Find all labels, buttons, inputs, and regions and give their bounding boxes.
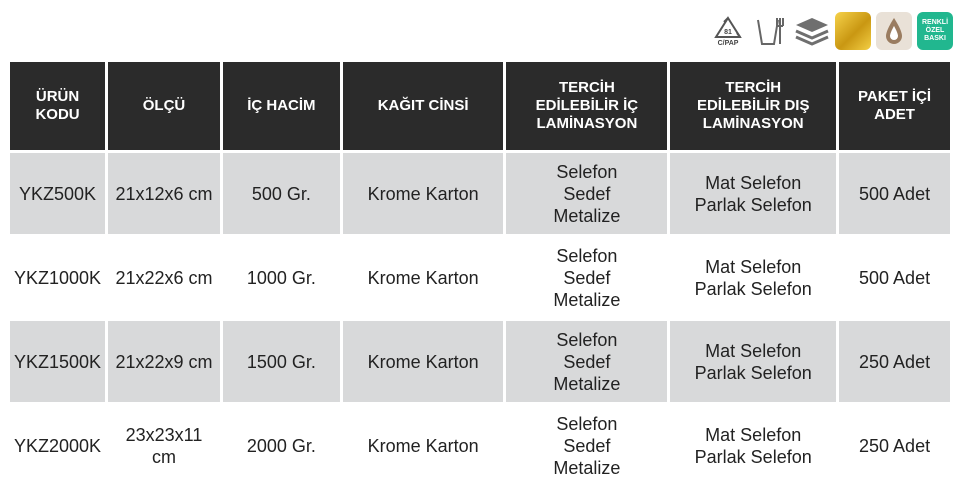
cell-size: 23x23x11 cm [108, 405, 220, 486]
cell-code: YKZ500K [10, 153, 105, 234]
gold-foil-icon [835, 12, 871, 50]
cell-volume: 1500 Gr. [223, 321, 340, 402]
cell-size: 21x22x6 cm [108, 237, 220, 318]
cell-volume: 2000 Gr. [223, 405, 340, 486]
recycle-number: 81 [724, 28, 732, 36]
cell-outer-lamination: Mat Selefon Parlak Selefon [670, 153, 836, 234]
layers-icon [794, 12, 830, 50]
food-safe-icon [753, 12, 789, 50]
recycle-triangle-icon [713, 16, 743, 40]
cell-paper: Krome Karton [343, 153, 504, 234]
product-spec-table [7, 59, 953, 489]
table-row [10, 321, 950, 402]
custom-print-icon [917, 12, 953, 50]
cell-paper: Krome Karton [343, 237, 504, 318]
cell-outer-lamination: Mat Selefon Parlak Selefon [670, 237, 836, 318]
cell-code: YKZ1000K [10, 237, 105, 318]
table-row [10, 153, 950, 234]
cell-qty: 250 Adet [839, 405, 950, 486]
recycle-code: C/PAP [717, 39, 739, 47]
custom-print-line-3: BASKI [924, 35, 946, 42]
header-paper-type: KAĞIT CİNSİ [343, 62, 504, 150]
header-volume: İÇ HACİM [223, 62, 340, 150]
custom-print-line-1: RENKLİ [921, 19, 949, 26]
cell-qty: 500 Adet [839, 153, 950, 234]
table-row [10, 405, 950, 486]
cell-volume: 500 Gr. [223, 153, 340, 234]
feature-icons [708, 12, 953, 50]
cell-size: 21x12x6 cm [108, 153, 220, 234]
water-drop-icon [876, 12, 912, 50]
cell-qty: 500 Adet [839, 237, 950, 318]
cell-inner-lamination: Selefon Sedef Metalize [506, 153, 667, 234]
custom-print-line-2: ÖZEL [925, 27, 945, 34]
recycle-cpap-icon [708, 12, 748, 50]
cell-paper: Krome Karton [343, 405, 504, 486]
cell-code: YKZ1500K [10, 321, 105, 402]
cell-paper: Krome Karton [343, 321, 504, 402]
cell-code: YKZ2000K [10, 405, 105, 486]
header-size: ÖLÇÜ [108, 62, 220, 150]
header-outer-lamination: TERCİH EDİLEBİLİR DIŞ LAMİNASYON [670, 62, 836, 150]
table-header-row [10, 62, 950, 150]
cell-inner-lamination: Selefon Sedef Metalize [506, 321, 667, 402]
cell-size: 21x22x9 cm [108, 321, 220, 402]
header-product-code: ÜRÜN KODU [10, 62, 105, 150]
cell-inner-lamination: Selefon Sedef Metalize [506, 237, 667, 318]
table-row [10, 237, 950, 318]
cell-inner-lamination: Selefon Sedef Metalize [506, 405, 667, 486]
cell-outer-lamination: Mat Selefon Parlak Selefon [670, 405, 836, 486]
header-inner-lamination: TERCİH EDİLEBİLİR İÇ LAMİNASYON [506, 62, 667, 150]
cell-outer-lamination: Mat Selefon Parlak Selefon [670, 321, 836, 402]
cell-volume: 1000 Gr. [223, 237, 340, 318]
header-package-qty: PAKET İÇİ ADET [839, 62, 950, 150]
cell-qty: 250 Adet [839, 321, 950, 402]
